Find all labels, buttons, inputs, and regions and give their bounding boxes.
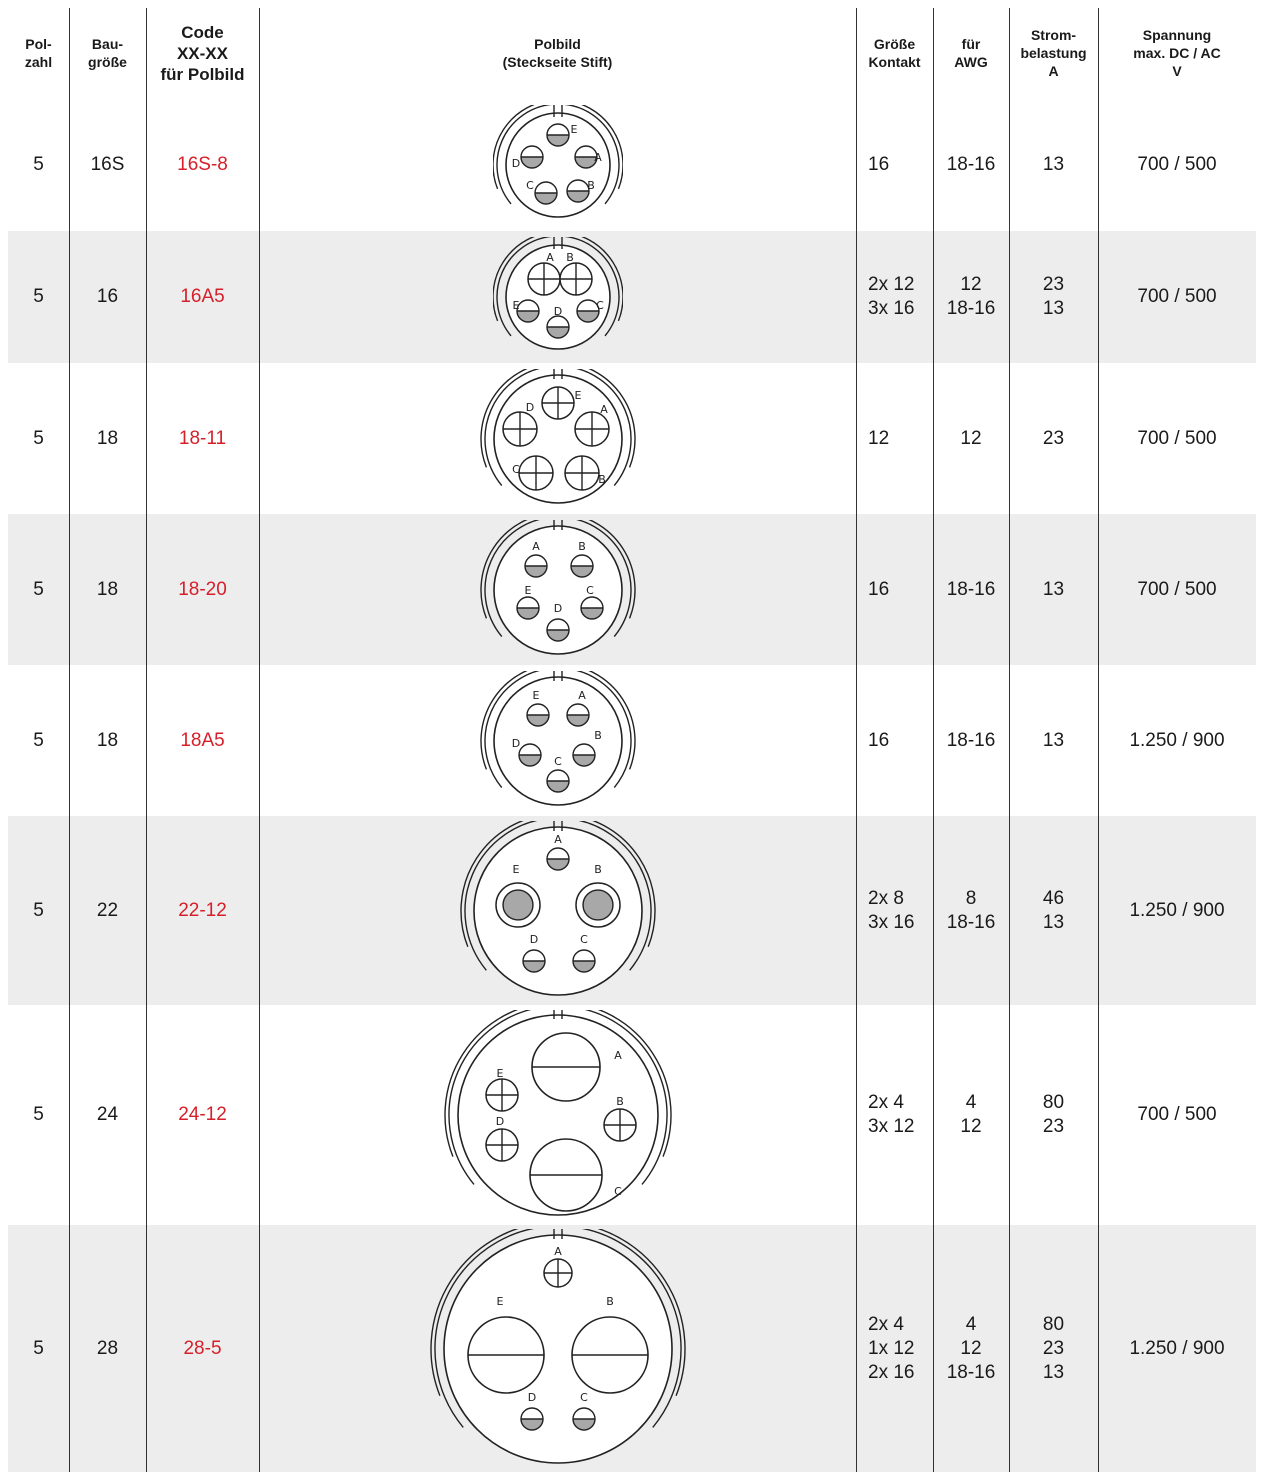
pin-label-e: E	[512, 862, 519, 876]
column-divider	[69, 8, 70, 1472]
pin-label-a: A	[593, 150, 602, 164]
cell-spannung: 700 / 500	[1137, 286, 1217, 307]
pin-label-d: D	[511, 736, 520, 750]
pin-label-d: D	[511, 156, 520, 170]
pin-label-c: C	[579, 1390, 588, 1404]
pin-label-c: C	[511, 462, 520, 476]
cell-code: 16A5	[180, 286, 225, 307]
contact-pin-b	[604, 1109, 636, 1141]
pin-label-c: C	[613, 1185, 622, 1198]
cell-strom: 46 13	[1042, 887, 1065, 933]
insert-18-11-icon	[478, 369, 638, 509]
cell-polzahl: 5	[33, 578, 44, 600]
table-row	[8, 665, 1256, 816]
pin-label-b: B	[593, 728, 602, 742]
pin-label-d: D	[525, 400, 534, 414]
pin-label-a: A	[531, 539, 540, 553]
cell-spannung: 1.250 / 900	[1129, 1337, 1225, 1359]
pin-label-e: E	[496, 1294, 503, 1308]
contact-pin-d	[503, 412, 537, 446]
insert-28-5-icon	[428, 1229, 688, 1469]
cell-code: 24-12	[178, 1104, 227, 1125]
cell-awg: 4 12	[960, 1092, 982, 1137]
cell-kontakt: 16	[868, 729, 890, 751]
pin-label-d: D	[527, 1390, 536, 1404]
cell-strom: 13	[1042, 153, 1065, 175]
column-divider	[1098, 8, 1099, 1472]
contact-pin-a	[575, 412, 609, 446]
contact-pin-b	[576, 883, 620, 927]
cell-kontakt: 2x 12 3x 16	[868, 274, 915, 319]
cell-code: 28-5	[183, 1337, 222, 1359]
cell-awg: 8 18-16	[946, 887, 996, 933]
cell-kontakt: 16	[868, 153, 890, 175]
cell-awg: 12 18-16	[946, 274, 996, 319]
insert-16A5-icon	[493, 237, 623, 357]
cell-strom: 13	[1042, 578, 1065, 600]
polbild-cell	[259, 816, 856, 1005]
pin-label-e: E	[524, 583, 531, 597]
contact-pin-a	[532, 1033, 600, 1101]
cell-baugroesse: 18	[96, 729, 119, 751]
pin-label-c: C	[553, 754, 562, 768]
cell-spannung: 700 / 500	[1137, 427, 1217, 449]
contact-pin-e	[496, 883, 540, 927]
table-row	[8, 1005, 1256, 1225]
header-spannung: Spannung max. DC / AC V	[1133, 27, 1221, 79]
cell-polzahl: 5	[33, 729, 44, 751]
cell-polzahl: 5	[33, 1337, 44, 1359]
contact-pin-e	[486, 1079, 518, 1111]
polbild-cell	[259, 514, 856, 665]
polbild-cell	[259, 1225, 856, 1472]
pin-label-b: B	[615, 1095, 624, 1108]
cell-strom: 23 13	[1042, 274, 1065, 319]
cell-awg: 18-16	[946, 578, 996, 600]
polbild-cell	[259, 665, 856, 816]
pin-label-e: E	[570, 122, 577, 136]
cell-strom: 80 23	[1042, 1092, 1065, 1137]
pin-label-e: E	[574, 388, 581, 402]
cell-awg: 12	[960, 427, 982, 449]
cell-polzahl: 5	[33, 427, 44, 449]
cell-baugroesse: 16S	[90, 153, 125, 175]
insert-18-20-icon	[478, 520, 638, 660]
insert-22-12-icon	[458, 821, 658, 1001]
pin-label-b: B	[593, 862, 602, 876]
cell-spannung: 1.250 / 900	[1129, 899, 1225, 921]
polbild-cell	[259, 363, 856, 514]
cell-baugroesse: 16	[96, 286, 119, 307]
header-code: Code XX-XX für Polbild	[160, 22, 245, 84]
header-fuer-awg: für AWG	[954, 36, 988, 70]
cell-strom: 13	[1042, 729, 1065, 751]
table-header	[8, 8, 1256, 98]
pin-label-c: C	[525, 178, 534, 192]
pin-label-a: A	[545, 251, 554, 264]
pin-label-a: A	[553, 1244, 562, 1258]
cell-awg: 18-16	[946, 153, 996, 175]
polbild-cell	[259, 1005, 856, 1225]
table-row	[8, 816, 1256, 1005]
insert-18A5-icon	[478, 671, 638, 811]
polbild-cell	[259, 98, 856, 231]
cell-awg: 4 12 18-16	[946, 1313, 996, 1383]
insert-16S-8-icon	[493, 105, 623, 225]
pin-label-b: B	[586, 178, 595, 192]
cell-baugroesse: 24	[96, 1104, 119, 1125]
pin-label-e: E	[512, 299, 519, 312]
cell-kontakt: 2x 4 3x 12	[868, 1092, 915, 1137]
cell-polzahl: 5	[33, 286, 44, 307]
pin-label-c: C	[595, 299, 604, 312]
contact-pin-a	[544, 1259, 572, 1287]
contact-pin-e	[542, 387, 574, 419]
insert-24-12-icon	[438, 1010, 678, 1220]
table-row	[8, 98, 1256, 231]
table-row	[8, 363, 1256, 514]
cell-strom: 23	[1042, 427, 1065, 449]
contact-pin-b	[560, 263, 592, 295]
cell-baugroesse: 22	[96, 899, 119, 921]
cell-spannung: 700 / 500	[1137, 153, 1217, 175]
cell-spannung: 700 / 500	[1137, 1104, 1217, 1125]
column-divider	[933, 8, 934, 1472]
pin-label-b: B	[605, 1294, 614, 1308]
pin-label-c: C	[585, 583, 594, 597]
pin-label-d: D	[495, 1115, 504, 1128]
pin-label-c: C	[579, 932, 588, 946]
cell-code: 18-20	[178, 578, 227, 600]
pin-label-a: A	[553, 832, 562, 846]
header-baugroesse: Bau- größe	[88, 36, 127, 70]
table-row	[8, 514, 1256, 665]
table-row	[8, 231, 1256, 363]
cell-kontakt: 16	[868, 578, 890, 600]
cell-kontakt: 2x 8 3x 16	[868, 887, 915, 933]
cell-baugroesse: 18	[96, 427, 119, 449]
cell-strom: 80 23 13	[1042, 1313, 1065, 1383]
polbild-cell	[259, 231, 856, 363]
cell-kontakt: 2x 4 1x 12 2x 16	[868, 1313, 915, 1383]
cell-polzahl: 5	[33, 1104, 44, 1125]
pin-label-a: A	[599, 402, 608, 416]
cell-code: 18A5	[180, 729, 225, 751]
cell-code: 22-12	[178, 899, 227, 921]
pin-label-d: D	[529, 932, 538, 946]
column-divider	[259, 8, 260, 1472]
header-strombelastung: Strom- belastung A	[1020, 27, 1087, 79]
pin-label-d: D	[553, 305, 562, 318]
pin-label-a: A	[577, 688, 586, 702]
header-polzahl: Pol- zahl	[24, 36, 53, 70]
cell-code: 18-11	[178, 427, 227, 449]
cell-spannung: 1.250 / 900	[1129, 729, 1225, 751]
header-polbild: Polbild (Steckseite Stift)	[502, 36, 613, 70]
cell-code: 16S-8	[177, 153, 228, 175]
pin-label-e: E	[496, 1067, 503, 1080]
pin-label-a: A	[613, 1049, 622, 1062]
contact-pin-b	[572, 1317, 648, 1393]
column-divider	[856, 8, 857, 1472]
column-divider	[146, 8, 147, 1472]
contact-pin-d	[486, 1129, 518, 1161]
contact-pin-b	[565, 456, 599, 490]
pin-label-d: D	[553, 601, 562, 615]
table-row	[8, 1225, 1256, 1472]
pin-label-e: E	[532, 688, 539, 702]
cell-baugroesse: 18	[96, 578, 119, 600]
cell-polzahl: 5	[33, 153, 44, 175]
contact-pin-a	[528, 263, 560, 295]
pin-label-b: B	[577, 539, 586, 553]
header-groesse-kontakt: Größe Kontakt	[868, 36, 921, 70]
cell-spannung: 700 / 500	[1137, 578, 1217, 600]
cell-awg: 18-16	[946, 729, 996, 751]
pin-label-b: B	[597, 472, 606, 486]
contact-pin-c	[530, 1139, 602, 1211]
cell-kontakt: 12	[868, 427, 890, 449]
cell-baugroesse: 28	[96, 1337, 119, 1359]
column-divider	[1009, 8, 1010, 1472]
contact-pin-c	[519, 456, 553, 490]
contact-pin-e	[468, 1317, 544, 1393]
pin-label-b: B	[565, 251, 574, 264]
cell-polzahl: 5	[33, 899, 44, 921]
